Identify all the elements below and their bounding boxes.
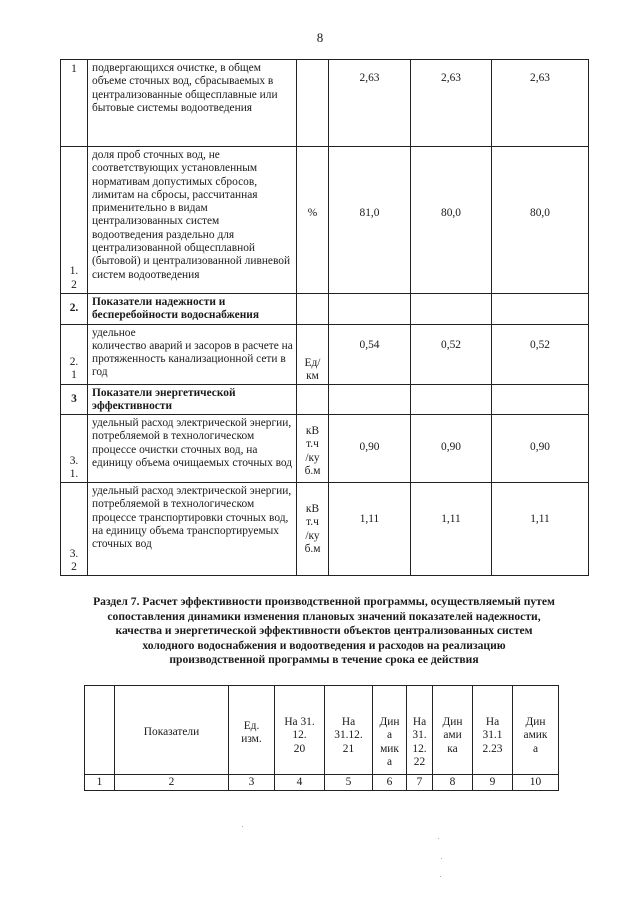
header-cell — [115, 686, 229, 775]
value-cell: 0,52 — [492, 324, 589, 384]
header-cell — [433, 686, 473, 775]
value-cell: 0,52 — [411, 324, 492, 384]
row-number: 3. 1. — [61, 415, 88, 483]
efficiency-table — [84, 685, 559, 791]
header-label: Дин амик а — [523, 716, 548, 755]
efficiency-table-header-row — [85, 686, 559, 775]
unit-cell — [297, 60, 329, 147]
header-cell — [407, 686, 433, 775]
unit-cell: Ед/ км — [297, 324, 329, 384]
value-cell: 81,0 — [329, 147, 411, 294]
row-number: 1 — [61, 60, 88, 147]
section-7-title — [60, 595, 588, 668]
value-cell: 2,63 — [492, 60, 589, 147]
header-cell — [473, 686, 513, 775]
unit-cell — [297, 294, 329, 325]
unit-cell: % — [297, 147, 329, 294]
header-label: На 31. 12. 20 — [284, 716, 315, 755]
header-label: Ед. изм. — [241, 720, 262, 746]
header-cell — [229, 686, 275, 775]
row-number: 3. 2 — [61, 483, 88, 576]
header-label: На 31.1 2.23 — [482, 716, 503, 755]
column-number: 9 — [473, 775, 513, 791]
unit-cell — [297, 384, 329, 415]
header-cell — [275, 686, 325, 775]
value-cell: 2,63 — [329, 60, 411, 147]
table-row — [61, 324, 589, 384]
indicators-table — [60, 59, 589, 576]
row-number: 2. — [61, 294, 88, 325]
page-number: 8 — [316, 30, 324, 45]
value-cell: 1,11 — [411, 483, 492, 576]
indicator-name: подвергающихся очистке, в общем объеме сточных вод, сбрасываемых в централизованные общесплавные или бытовые системы водоотведения — [88, 60, 297, 147]
value-cell — [329, 384, 411, 415]
value-cell — [492, 384, 589, 415]
indicator-name: доля проб сточных вод, не соответствующих установленным нормативам допустимых сбросов, лимитам на сбросы, рассчитанная применительно в видам централизованных систем водоотведения раздельно для централизованной общесплавной (бытовой) и централизованной ливневой систем водоотведения — [88, 147, 297, 294]
unit-cell: кВ т.ч /ку б.м — [297, 483, 329, 576]
column-number: 4 — [275, 775, 325, 791]
indicator-name: удельный расход электрической энергии, потребляемой в технологическом процессе очистки сточных вод, на единицу объема очищаемых сточных вод — [88, 415, 297, 483]
table-row — [61, 60, 589, 147]
table-row — [61, 384, 589, 415]
column-number: 1 — [85, 775, 115, 791]
header-cell — [325, 686, 373, 775]
header-cell — [85, 686, 115, 775]
value-cell: 2,63 — [411, 60, 492, 147]
unit-cell: кВ т.ч /ку б.м — [297, 415, 329, 483]
value-cell: 0,90 — [411, 415, 492, 483]
value-cell: 1,11 — [329, 483, 411, 576]
table-row — [61, 147, 589, 294]
table-row — [61, 483, 589, 576]
header-label: Дин ами ка — [442, 716, 463, 755]
section-title-line: Раздел 7. Расчет эффективности производственной программы, осуществляемый путем — [93, 595, 555, 608]
section-title-line: качества и энергетической эффективности объектов централизованных систем — [115, 624, 533, 638]
table-row — [61, 294, 589, 325]
row-number: 1. 2 — [61, 147, 88, 294]
column-number: 7 — [407, 775, 433, 791]
column-number: 3 — [229, 775, 275, 791]
column-number: 5 — [325, 775, 373, 791]
indicator-name: удельное количество аварий и засоров в расчете на протяженность канализационной сети в год — [88, 324, 297, 384]
row-number: 3 — [61, 384, 88, 415]
column-number: 6 — [373, 775, 407, 791]
value-cell — [329, 294, 411, 325]
indicator-name: удельный расход электрической энергии, потребляемой в технологическом процессе транспортировки сточных вод, на единицу объема транспортируемых сточных вод — [88, 483, 297, 576]
value-cell: 0,90 — [329, 415, 411, 483]
value-cell: 1,11 — [492, 483, 589, 576]
value-cell — [411, 294, 492, 325]
value-cell: 0,90 — [492, 415, 589, 483]
header-label: На 31.12. 21 — [334, 716, 363, 755]
value-cell — [411, 384, 492, 415]
header-cell — [513, 686, 559, 775]
efficiency-table-number-row — [85, 775, 559, 791]
column-number: 10 — [513, 775, 559, 791]
header-cell — [373, 686, 407, 775]
column-number: 2 — [115, 775, 229, 791]
section-title-line: сопоставления динамики изменения плановых значений показателей надежности, — [107, 609, 541, 623]
table-row — [61, 415, 589, 483]
value-cell: 80,0 — [492, 147, 589, 294]
header-label: На 31. 12. 22 — [412, 716, 427, 768]
section-title-line: холодного водоснабжения и водоотведения и расходов на реализацию — [142, 638, 506, 652]
indicator-name: Показатели надежности и бесперебойности водоснабжения — [88, 294, 297, 325]
indicator-name: Показатели энергетической эффективности — [88, 384, 297, 415]
row-number: 2. 1 — [61, 324, 88, 384]
value-cell: 0,54 — [329, 324, 411, 384]
value-cell: 80,0 — [411, 147, 492, 294]
value-cell — [492, 294, 589, 325]
header-label — [85, 686, 114, 716]
section-title-line: производственной программы в течение срока ее действия — [169, 653, 479, 667]
header-label: Показатели — [143, 726, 200, 738]
column-number: 8 — [433, 775, 473, 791]
header-label: Дин а мик а — [379, 716, 400, 768]
